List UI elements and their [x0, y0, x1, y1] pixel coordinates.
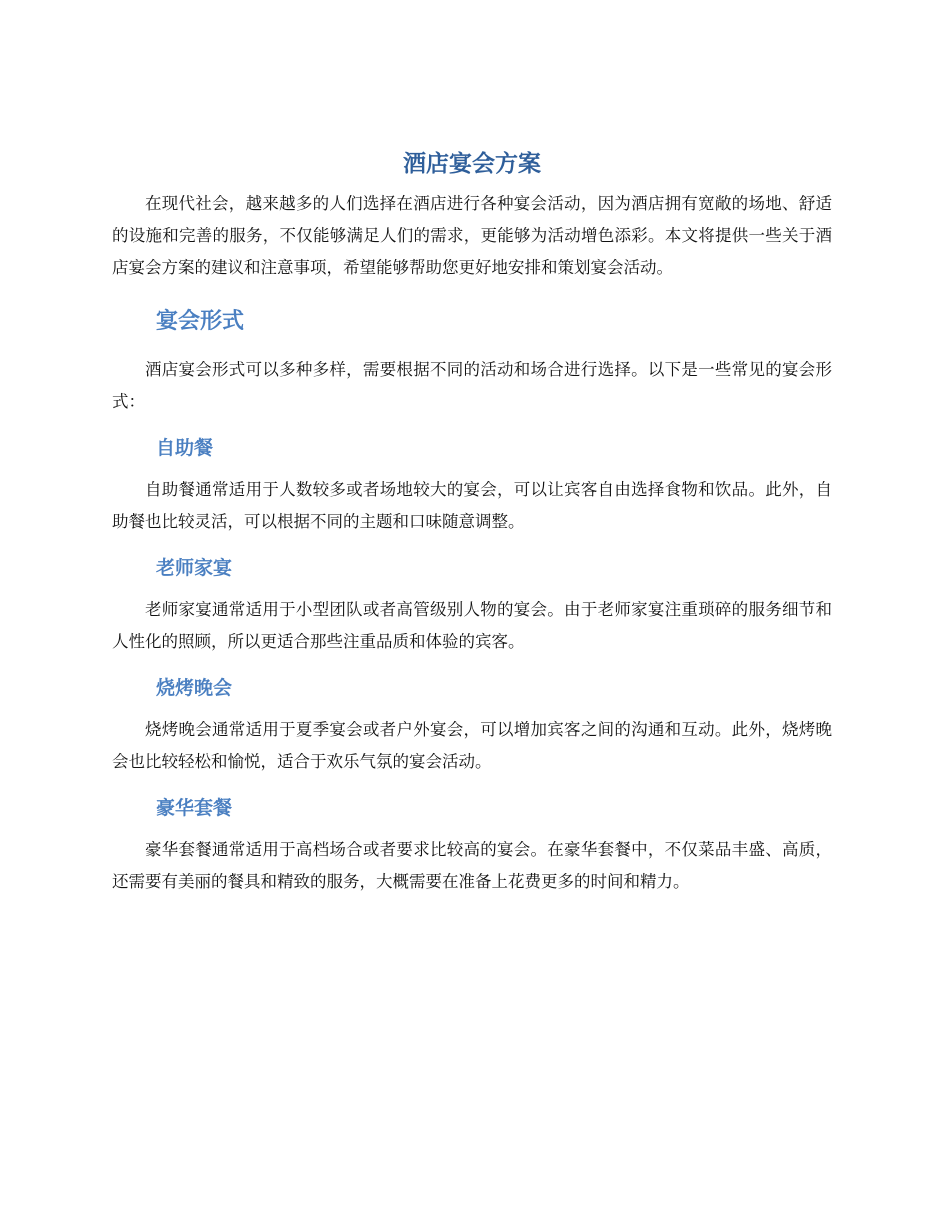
subheading-buffet: 自助餐	[156, 437, 214, 459]
paragraph-buffet: 自助餐通常适用于人数较多或者场地较大的宴会，可以让宾客自由选择食物和饮品。此外，自助餐也比较灵活，可以根据不同的主题和口味随意调整。	[112, 480, 832, 531]
document-content	[112, 148, 832, 898]
section-heading-banquet-forms: 宴会形式	[156, 309, 245, 334]
paragraph-teacher-family-banquet: 老师家宴通常适用于小型团队或者高管级别人物的宴会。由于老师家宴注重琐碎的服务细节和人性化的照顾，所以更适合那些注重品质和体验的宾客。	[112, 600, 832, 651]
subheading-bbq-party: 烧烤晚会	[156, 677, 233, 699]
paragraph-luxury-set-meal: 豪华套餐通常适用于高档场合或者要求比较高的宴会。在豪华套餐中，不仅菜品丰盛、高质，还需要有美丽的餐具和精致的服务，大概需要在准备上花费更多的时间和精力。	[112, 840, 832, 891]
subheading-teacher-family-banquet: 老师家宴	[156, 557, 233, 579]
paragraph-bbq-party: 烧烤晚会通常适用于夏季宴会或者户外宴会，可以增加宾客之间的沟通和互动。此外，烧烤晚会也比较轻松和愉悦，适合于欢乐气氛的宴会活动。	[112, 720, 832, 771]
section-paragraph-banquet-forms: 酒店宴会形式可以多种多样，需要根据不同的活动和场合进行选择。以下是一些常见的宴会形式：	[112, 360, 832, 411]
subheading-luxury-set-meal: 豪华套餐	[156, 797, 233, 819]
intro-paragraph: 在现代社会，越来越多的人们选择在酒店进行各种宴会活动，因为酒店拥有宽敞的场地、舒适的设施和完善的服务，不仅能够满足人们的需求，更能够为活动增色添彩。本文将提供一些关于酒店宴会方案的建议和注意事项，希望能够帮助您更好地安排和策划宴会活动。	[112, 194, 832, 277]
document-title: 酒店宴会方案	[403, 151, 541, 177]
